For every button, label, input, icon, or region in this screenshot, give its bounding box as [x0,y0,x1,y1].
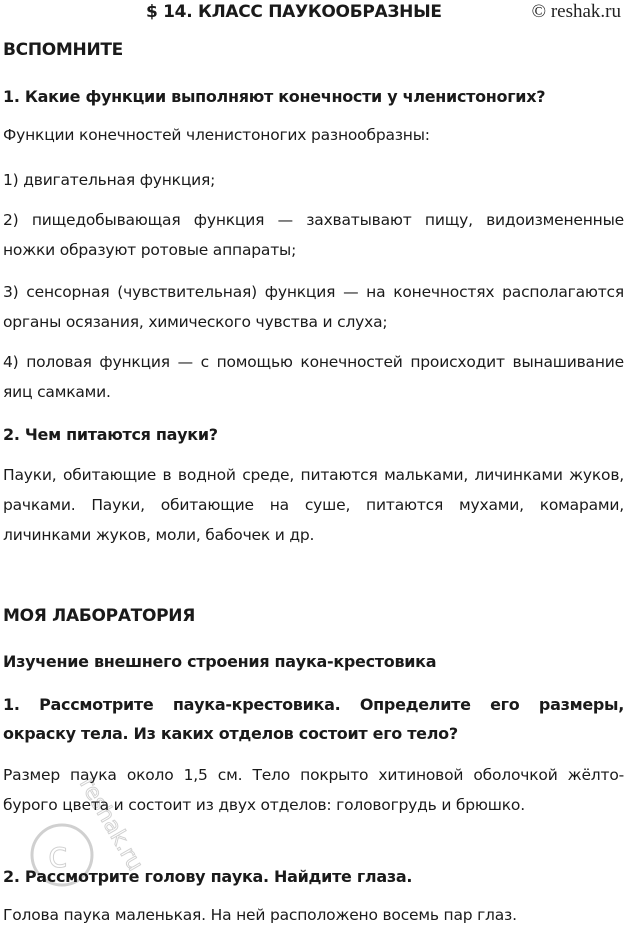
answer-1-item: 1) двигательная функция; [3,171,216,189]
section-heading-remember: ВСПОМНИТЕ [3,40,123,60]
answer-1-item: 3) сенсорная (чувствительная) функция — на конечностях располагаются органы осязания, химического чувства и слуха; [3,283,624,331]
page-title: $ 14. КЛАСС ПАУКООБРАЗНЫЕ [146,2,442,22]
watermark: © reshak.ru [531,1,621,22]
lab-answer-1: Размер паука около 1,5 см. Тело покрыто хитиновой оболочкой жёлто-бурого цвета и состоит из двух отделов: головогрудь и брюшко. [3,766,624,814]
lab-question-1: 1. Рассмотрите паука-крестовика. Определите его размеры, окраску тела. Из каких отделов состоит его тело? [3,695,624,743]
answer-1-intro: Функции конечностей членистоногих разнообразны: [3,126,430,144]
question-2: 2. Чем питаются пауки? [3,425,218,444]
lab-question-2: 2. Рассмотрите голову паука. Найдите глаза. [3,867,413,886]
answer-1-item: 4) половая функция — с помощью конечностей происходит вынашивание яиц самками. [3,353,624,401]
question-1: 1. Какие функции выполняют конечности у членистоногих? [3,87,546,106]
answer-2: Пауки, обитающие в водной среде, питаются мальками, личинками жуков, рачками. Пауки, обитающие на суше, питаются мухами, комарами, личинками жуков, моли, бабочек и др. [3,466,624,544]
section-heading-lab: МОЯ ЛАБОРАТОРИЯ [3,606,196,626]
lab-subtitle: Изучение внешнего строения паука-крестовика [3,652,437,671]
answer-1-item: 2) пищедобывающая функция — захватывают пищу, видоизмененные ножки образуют ротовые аппараты; [3,211,624,259]
lab-answer-2: Голова паука маленькая. На ней расположено восемь пар глаз. [3,906,517,924]
svg-text:reshak.ru: reshak.ru [74,773,148,876]
svg-text:c: c [48,835,68,876]
